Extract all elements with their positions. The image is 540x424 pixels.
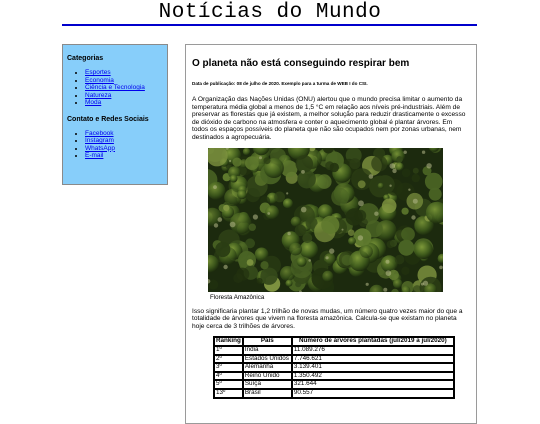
sidebar	[62, 44, 168, 185]
table-cell: Brasil	[243, 389, 292, 398]
site-title: Notícias do Mundo	[158, 1, 382, 24]
table-row	[214, 372, 454, 381]
forest-photo	[208, 148, 443, 292]
table-cell: Alemanha	[243, 363, 292, 372]
title-divider	[62, 24, 477, 26]
column-header-country: País	[243, 337, 292, 346]
article	[185, 44, 477, 424]
publication-date: Data de publicação: 08 de julho de 2020. Exemplo para a turma de WEB I do CSI.	[192, 81, 368, 86]
table-row	[214, 389, 454, 398]
tree-planting-table	[213, 336, 455, 398]
category-link-economia[interactable]: Economia	[85, 76, 114, 84]
table-cell: 1.350.492	[292, 372, 454, 381]
table-cell: 7.746.621	[292, 355, 454, 364]
table-cell: 5º	[214, 380, 243, 389]
table-cell: 3º	[214, 363, 243, 372]
category-link-esportes[interactable]: Esportes	[85, 69, 111, 76]
list-item	[85, 145, 163, 153]
list-item	[85, 130, 163, 138]
category-link-natureza[interactable]: Natureza	[85, 91, 112, 99]
table-cell: 3.139.401	[292, 363, 454, 372]
table-cell: Estados Unidos	[243, 355, 292, 364]
table-header-row	[214, 337, 454, 346]
contact-link-whatsapp[interactable]: WhatsApp	[85, 144, 115, 152]
table-cell: Suíça	[243, 380, 292, 389]
contact-link-instagram[interactable]: Instagram	[85, 137, 114, 144]
list-item	[85, 77, 163, 85]
table-cell: 1º	[214, 346, 243, 355]
list-item	[85, 69, 163, 77]
table-row	[214, 355, 454, 364]
table-cell: 2º	[214, 355, 243, 364]
categories-heading: Categorias	[67, 55, 104, 62]
contact-heading: Contato e Redes Sociais	[67, 115, 149, 123]
contact-link-facebook[interactable]: Facebook	[85, 129, 114, 137]
table-cell: 13º	[214, 389, 243, 398]
table-cell: Reino Unido	[243, 372, 292, 381]
list-item	[85, 137, 163, 145]
table-cell: Índia	[243, 346, 292, 355]
list-item	[85, 152, 163, 160]
contact-list	[67, 130, 163, 160]
table-cell: 321.644	[292, 380, 454, 389]
table-row	[214, 380, 454, 389]
table-cell: 4º	[214, 372, 243, 381]
list-item	[85, 84, 163, 92]
contact-link-email[interactable]: E-mail	[85, 152, 104, 159]
column-header-ranking: Ranking	[216, 337, 241, 345]
category-link-moda[interactable]: Moda	[85, 99, 102, 106]
article-paragraph-1: A Organização das Nações Unidas (ONU) alertou que o mundo precisa limitar o aumento da temperatura média global a menos de 1,5 °C em relação aos níveis pré-industriais. Além de preservar as florestas que já existem, a melhor solução para reduzir drasticamente o excesso de dióxido de carbono na atmosfera e conter o aquecimento global é plantar árvores. Em todos os espaços possíveis do planeta que não são ocupados nem por zonas urbanas, nem destinados a agropecuária.	[192, 96, 466, 141]
forest-figure	[208, 148, 470, 301]
categories-list	[67, 69, 163, 107]
table-cell: 11.089.276	[292, 346, 454, 355]
article-headline: O planeta não está conseguindo respirar bem	[192, 58, 410, 69]
category-link-ciencia-tecnologia[interactable]: Ciência e Tecnologia	[85, 84, 145, 91]
column-header-tree-count: Número de árvores plantadas (jul/2019 a jul/2020)	[292, 337, 454, 346]
list-item	[85, 99, 163, 107]
photo-caption: Floresta Amazônica	[210, 293, 265, 301]
table-row	[214, 363, 454, 372]
list-item	[85, 92, 163, 100]
article-paragraph-2: Isso significaria plantar 1,2 trilhão de novas mudas, um número quatro vezes maior do que a totalidade de árvores que vivem na floresta amazônica. Calcula-se que existam no planeta hoje cerca de 3 trilhões de árvores.	[192, 307, 463, 330]
table-row	[214, 346, 454, 355]
table-cell: 90.557	[292, 389, 454, 398]
